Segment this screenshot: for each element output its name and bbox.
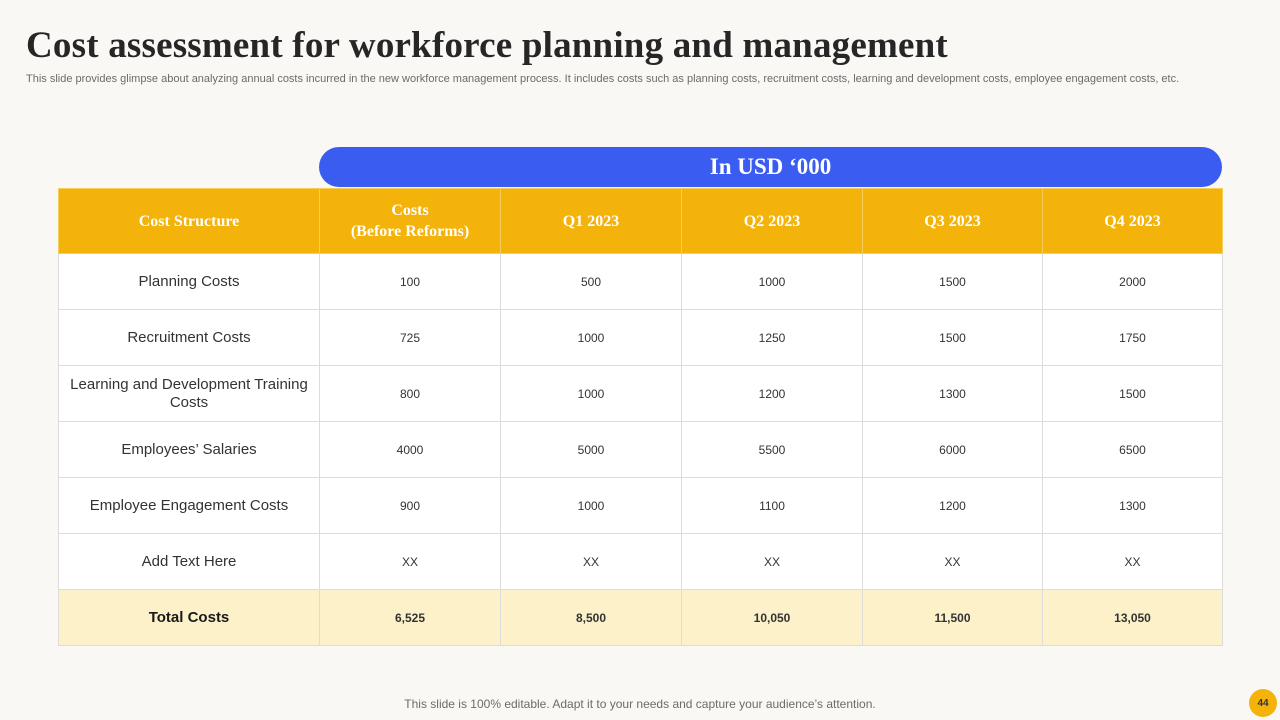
cost-table bbox=[58, 188, 1223, 646]
table-cell: 1000 bbox=[501, 478, 682, 534]
table-cell: 1300 bbox=[863, 366, 1043, 422]
table-row bbox=[59, 254, 1223, 310]
table-row bbox=[59, 310, 1223, 366]
total-cell: 11,500 bbox=[863, 590, 1043, 646]
header-q4-2023: Q4 2023 bbox=[1043, 189, 1223, 254]
total-row bbox=[59, 590, 1223, 646]
table-cell: 725 bbox=[320, 310, 501, 366]
table-cell: 800 bbox=[320, 366, 501, 422]
table-cell: XX bbox=[320, 534, 501, 590]
table-cell: 900 bbox=[320, 478, 501, 534]
table-cell: 1200 bbox=[863, 478, 1043, 534]
table-row bbox=[59, 422, 1223, 478]
table-cell: 100 bbox=[320, 254, 501, 310]
unit-label: In USD ‘000 bbox=[709, 154, 832, 179]
table-cell: 4000 bbox=[320, 422, 501, 478]
page-number: 44 bbox=[1257, 697, 1269, 709]
table-cell: 6000 bbox=[863, 422, 1043, 478]
header-costs-text: Costs (Before Reforms) bbox=[350, 202, 470, 240]
total-cell: 10,050 bbox=[682, 590, 863, 646]
total-label: Total Costs bbox=[59, 590, 320, 646]
table-cell: XX bbox=[682, 534, 863, 590]
table-cell: 5500 bbox=[682, 422, 863, 478]
table-cell: XX bbox=[1043, 534, 1223, 590]
table-cell: 2000 bbox=[1043, 254, 1223, 310]
header-q2-2023: Q2 2023 bbox=[682, 189, 863, 254]
row-label: Recruitment Costs bbox=[59, 310, 320, 366]
table-cell: 1000 bbox=[501, 310, 682, 366]
row-label: Employee Engagement Costs bbox=[59, 478, 320, 534]
table-row bbox=[59, 534, 1223, 590]
row-label: Add Text Here bbox=[59, 534, 320, 590]
header-cost-structure: Cost Structure bbox=[59, 189, 320, 254]
footer-note: This slide is 100% editable. Adapt it to your needs and capture your audience’s attention. bbox=[404, 697, 876, 711]
header-q1-2023: Q1 2023 bbox=[501, 189, 682, 254]
table-cell: 1000 bbox=[501, 366, 682, 422]
table-cell: 1200 bbox=[682, 366, 863, 422]
table-cell: 1300 bbox=[1043, 478, 1223, 534]
slide-subtitle: This slide provides glimpse about analyzing annual costs incurred in the new workforce management process. It includes costs such as planning costs, recruitment costs, learning and development costs, employee engagement costs, etc. bbox=[26, 73, 1180, 85]
total-cell: 8,500 bbox=[501, 590, 682, 646]
header-costs-before-reforms bbox=[320, 189, 501, 254]
table-cell: 500 bbox=[501, 254, 682, 310]
table-cell: 1500 bbox=[863, 310, 1043, 366]
row-label: Planning Costs bbox=[59, 254, 320, 310]
row-label: Learning and Development Training Costs bbox=[59, 366, 320, 422]
table-row bbox=[59, 366, 1223, 422]
table-row bbox=[59, 478, 1223, 534]
table-cell: 1500 bbox=[1043, 366, 1223, 422]
table-cell: 1250 bbox=[682, 310, 863, 366]
total-cell: 6,525 bbox=[320, 590, 501, 646]
total-cell: 13,050 bbox=[1043, 590, 1223, 646]
table-cell: XX bbox=[863, 534, 1043, 590]
table-cell: 5000 bbox=[501, 422, 682, 478]
table-cell: XX bbox=[501, 534, 682, 590]
table-cell: 1500 bbox=[863, 254, 1043, 310]
table-cell: 1750 bbox=[1043, 310, 1223, 366]
table-header-row bbox=[59, 189, 1223, 254]
table-cell: 6500 bbox=[1043, 422, 1223, 478]
page-number-badge bbox=[1249, 689, 1277, 717]
table-cell: 1000 bbox=[682, 254, 863, 310]
slide-title: Cost assessment for workforce planning and management bbox=[26, 25, 948, 66]
header-q3-2023: Q3 2023 bbox=[863, 189, 1043, 254]
table-cell: 1100 bbox=[682, 478, 863, 534]
row-label: Employees’ Salaries bbox=[59, 422, 320, 478]
unit-label-banner bbox=[319, 147, 1222, 187]
